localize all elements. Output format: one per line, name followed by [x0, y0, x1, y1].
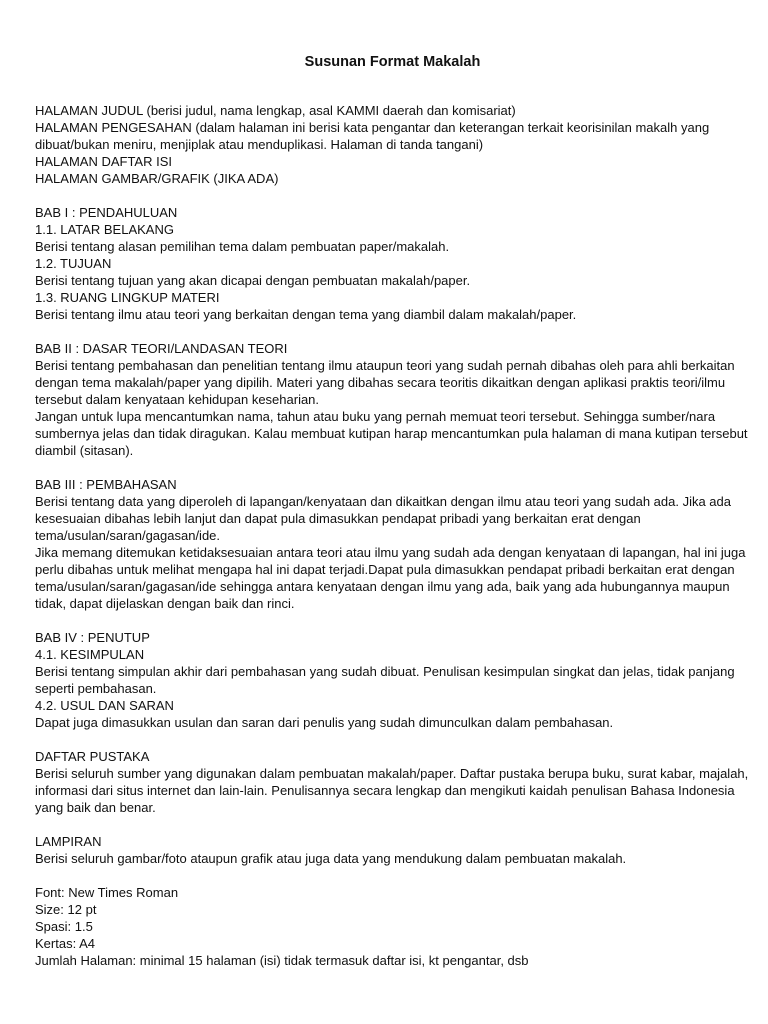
text-line: Jangan untuk lupa mencantumkan nama, tahun atau buku yang pernah memuat teori tersebut. Sehingga sumber/nara	[35, 409, 716, 424]
text-line: Size: 12 pt	[35, 902, 97, 917]
text-line: LAMPIRAN	[35, 834, 102, 849]
section-block	[35, 833, 740, 867]
text-line: dengan tema makalah/paper yang dipilih. Materi yang dibahas secara teoritis dikaitkan dengan aplikasi praktis teori/ilmu	[35, 375, 726, 390]
text-line: Font: New Times Roman	[35, 885, 179, 900]
text-line: 1.1. LATAR BELAKANG	[35, 222, 174, 237]
section-block	[35, 340, 748, 459]
text-line: perlu dibahas untuk melihat mengapa hal ini dapat terjadi.Dapat pula dimasukkan pendapat pribadi berkaitan erat dengan	[35, 562, 735, 577]
text-line: Berisi seluruh sumber yang digunakan dalam pembuatan makalah/paper. Daftar pustaka berupa buku, surat kabar, majalah,	[35, 766, 749, 781]
text-line: yang baik dan benar.	[35, 800, 156, 815]
text-line: Berisi tentang pembahasan dan penelitian tentang ilmu ataupun teori yang sudah pernah dibahas oleh para ahli berkaitan	[35, 358, 735, 373]
text-line: Berisi tentang tujuan yang akan dicapai dengan pembuatan makalah/paper.	[35, 273, 471, 288]
text-line: HALAMAN GAMBAR/GRAFIK (JIKA ADA)	[35, 171, 279, 186]
text-line: 1.2. TUJUAN	[35, 256, 112, 271]
text-line: Jika memang ditemukan ketidaksesuaian antara teori atau ilmu yang sudah ada dengan kenyataan di lapangan, hal ini juga	[35, 545, 746, 560]
text-line: kesesuaian dibahas lebih lanjut dan dapat pula dimasukkan pendapat pribadi yang berkaitan erat dengan	[35, 511, 641, 526]
text-line: 1.3. RUANG LINGKUP MATERI	[35, 290, 220, 305]
section-block	[35, 748, 749, 816]
text-line: BAB III : PEMBAHASAN	[35, 477, 177, 492]
text-line: Berisi tentang alasan pemilihan tema dalam pembuatan paper/makalah.	[35, 239, 450, 254]
text-line: tidak, dapat dijelaskan dengan baik dan rinci.	[35, 596, 295, 611]
text-line: Berisi seluruh gambar/foto ataupun grafik atau juga data yang mendukung dalam pembuatan makalah.	[35, 851, 627, 866]
text-line: Jumlah Halaman: minimal 15 halaman (isi) tidak termasuk daftar isi, kt pengantar, dsb	[35, 953, 529, 968]
text-line: DAFTAR PUSTAKA	[35, 749, 150, 764]
text-line: Kertas: A4	[35, 936, 95, 951]
section-block	[35, 884, 740, 969]
text-line: HALAMAN JUDUL (berisi judul, nama lengkap, asal KAMMI daerah dan komisariat)	[35, 103, 516, 118]
text-line: tema/usulan/saran/gagasan/ide.	[35, 528, 221, 543]
text-line: Berisi tentang ilmu atau teori yang berkaitan dengan tema yang diambil dalam makalah/paper.	[35, 307, 577, 322]
text-line: 4.2. USUL DAN SARAN	[35, 698, 174, 713]
text-line: BAB I : PENDAHULUAN	[35, 205, 178, 220]
text-line: informasi dari situs internet dan lain-lain. Penulisannya secara lengkap dan mengikuti kaidah penulisan Bahasa Indonesia	[35, 783, 735, 798]
text-line: 4.1. KESIMPULAN	[35, 647, 145, 662]
text-line: BAB IV : PENUTUP	[35, 630, 150, 645]
text-line: HALAMAN DAFTAR ISI	[35, 154, 173, 169]
text-line: Berisi tentang simpulan akhir dari pembahasan yang sudah dibuat. Penulisan kesimpulan singkat dan jelas, tidak panjang	[35, 664, 735, 679]
section-block	[35, 102, 740, 187]
section-block	[35, 476, 746, 612]
text-line: Spasi: 1.5	[35, 919, 93, 934]
text-line: sumbernya jelas dan tidak diragukan. Kalau membuat kutipan harap mencantumkan pula halaman di mana kutipan tersebut	[35, 426, 748, 441]
text-line: tema/usulan/saran/gagasan/ide sehingga antara kenyataan dengan ilmu yang ada, baik yang ada hubungannya maupun	[35, 579, 730, 594]
text-line: Dapat juga dimasukkan usulan dan saran dari penulis yang sudah dimunculkan dalam pembahasan.	[35, 715, 614, 730]
document-body	[35, 102, 749, 969]
text-line: Berisi tentang data yang diperoleh di lapangan/kenyataan dan dikaitkan dengan ilmu atau teori yang sudah ada. Jika ada	[35, 494, 732, 509]
text-line: tersebut dalam kenyataan kehidupan keseharian.	[35, 392, 320, 407]
document-title: Susunan Format Makalah	[304, 54, 481, 70]
text-line: diambil (sitasan).	[35, 443, 134, 458]
section-block	[35, 629, 740, 731]
section-block	[35, 204, 740, 323]
text-line: HALAMAN PENGESAHAN (dalam halaman ini berisi kata pengantar dan keterangan terkait keorisinilan makalh yang	[35, 120, 710, 135]
text-line: dibuat/bukan meniru, menjiplak atau menduplikasi. Halaman di tanda tangani)	[35, 137, 484, 152]
text-line: BAB II : DASAR TEORI/LANDASAN TEORI	[35, 341, 288, 356]
text-line: seperti pembahasan.	[35, 681, 157, 696]
document-page	[35, 52, 749, 986]
